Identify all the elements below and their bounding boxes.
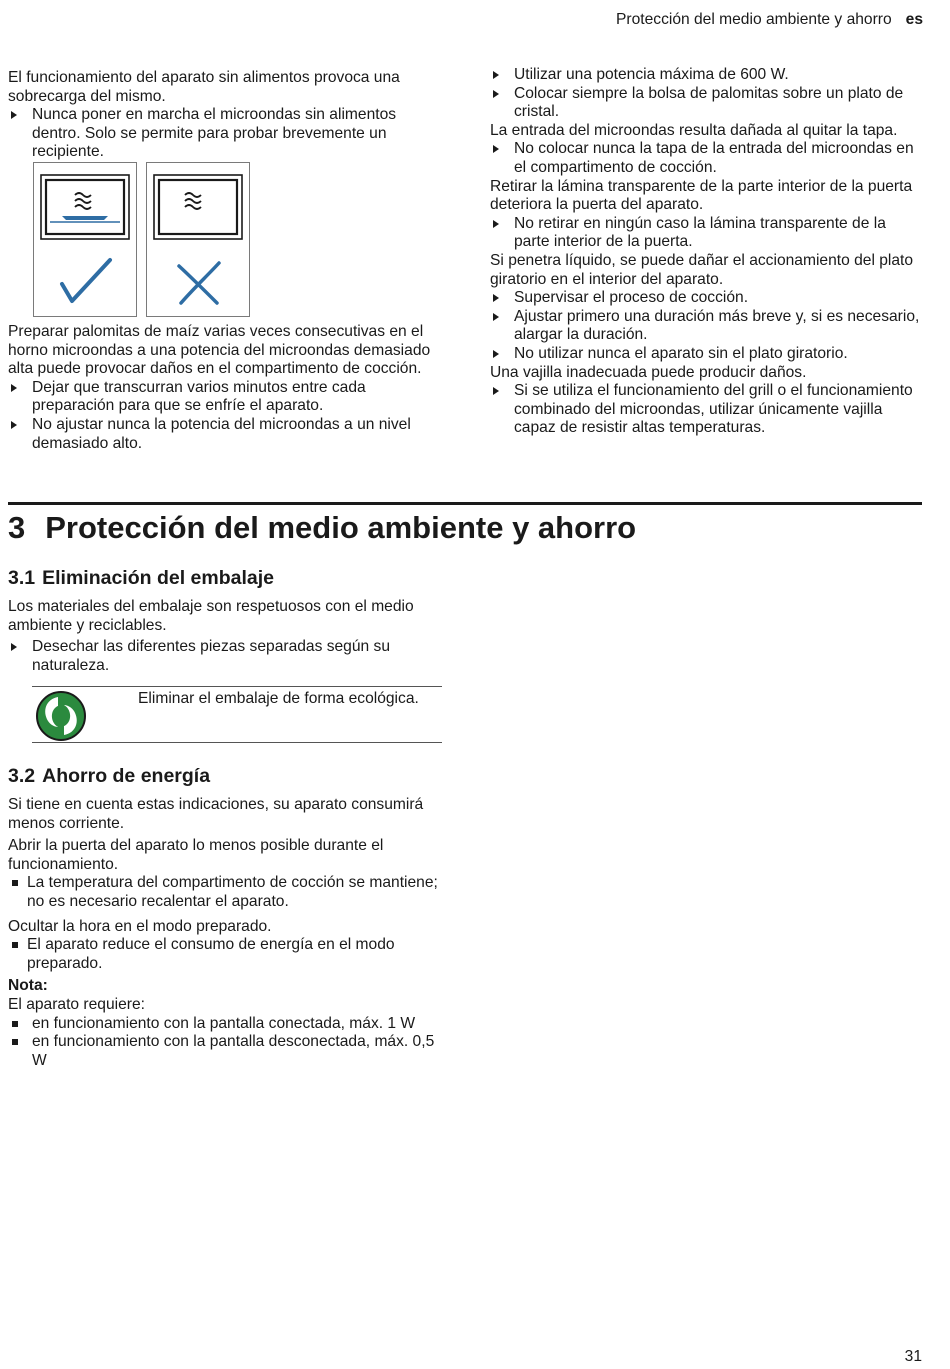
instruction-item: Utilizar una potencia máxima de 600 W. (490, 66, 920, 85)
header-title: Protección del medio ambiente y ahorro (616, 11, 892, 28)
subsection-3-1 (8, 567, 442, 675)
instruction-item: No retirar en ningún caso la lámina transparente de la parte interior de la puerta. (490, 215, 920, 252)
left-column-bottom (8, 323, 440, 453)
paragraph: Preparar palomitas de maíz varias veces consecutivas en el horno microondas a una potencia del microondas demasiado alta puede provocar daños en el compartimento de cocción. (8, 323, 431, 378)
correct-use-illustration (33, 162, 137, 317)
instruction-item: Dejar que transcurran varios minutos entre cada preparación para que se enfríe el aparato. (8, 379, 440, 416)
incorrect-use-illustration (146, 162, 250, 317)
subsection-heading (8, 765, 442, 787)
microwave-without-plate-icon (147, 163, 249, 316)
paragraph: Si penetra líquido, se puede dañar el accionamiento del plato giratorio en el interior del aparato. (490, 251, 914, 288)
paragraph: La entrada del microondas resulta dañada al quitar la tapa. (490, 121, 898, 139)
paragraph: Los materiales del embalaje son respetuosos con el medio ambiente y reciclables. (8, 598, 414, 634)
subsection-title: Eliminación del embalaje (42, 567, 275, 589)
instruction-item: Si se utiliza el funcionamiento del grill o el funcionamiento combinado del microondas, utilizar únicamente vajilla capaz de resistir altas temperaturas. (490, 382, 920, 438)
note-list-item: en funcionamiento con la pantalla desconectada, máx. 0,5 W (8, 1033, 442, 1070)
note-label: Nota: (8, 977, 48, 995)
section-heading (8, 510, 636, 546)
instruction-item: No utilizar nunca el aparato sin el plato giratorio. (490, 345, 920, 364)
running-header (616, 11, 923, 30)
section-number: 3 (8, 510, 26, 545)
subsection-number: 3.2 (8, 765, 36, 787)
instruction-item: Nunca poner en marcha el microondas sin alimentos dentro. Solo se permite para probar brevemente un recipiente. (8, 106, 440, 162)
note-text: El aparato requiere: (8, 995, 145, 1013)
instruction-item: Desechar las diferentes piezas separadas según su naturaleza. (8, 638, 442, 675)
paragraph: Si tiene en cuenta estas indicaciones, su aparato consumirá menos corriente. (8, 796, 424, 832)
instruction-item: Ajustar primero una duración más breve y, si es necesario, alargar la duración. (490, 308, 920, 345)
instruction-item: No ajustar nunca la potencia del microondas a un nivel demasiado alto. (8, 416, 440, 453)
recycling-note-text: Eliminar el embalaje de forma ecológica. (138, 690, 419, 707)
subsection-number: 3.1 (8, 567, 36, 589)
result-item: El aparato reduce el consumo de energía en el modo preparado. (8, 936, 442, 973)
section-title: Protección del medio ambiente y ahorro (45, 510, 637, 545)
instruction-item: No colocar nunca la tapa de la entrada del microondas en el compartimento de cocción. (490, 140, 920, 177)
instruction-item: Colocar siempre la bolsa de palomitas sobre un plato de cristal. (490, 85, 920, 122)
paragraph: Abrir la puerta del aparato lo menos posible durante el funcionamiento. (8, 837, 384, 873)
subsection-title: Ahorro de energía (42, 765, 211, 787)
instruction-item: Supervisar el proceso de cocción. (490, 289, 920, 308)
paragraph: Ocultar la hora en el modo preparado. (8, 917, 272, 935)
result-item: La temperatura del compartimento de cocción se mantiene; no es necesario recalentar el aparato. (8, 874, 442, 911)
header-language: es (905, 11, 923, 28)
section-divider (8, 502, 922, 505)
note-list-item: en funcionamiento con la pantalla conectada, máx. 1 W (8, 1015, 442, 1034)
green-dot-recycling-icon (34, 689, 88, 743)
subsection-3-2 (8, 765, 442, 1070)
right-column (490, 66, 920, 438)
subsection-heading (8, 567, 442, 589)
microwave-with-plate-icon (34, 163, 136, 316)
page-number: 31 (904, 1348, 922, 1365)
paragraph: El funcionamiento del aparato sin alimentos provoca una sobrecarga del mismo. (8, 69, 400, 105)
paragraph: Una vajilla inadecuada puede producir daños. (490, 363, 807, 381)
paragraph: Retirar la lámina transparente de la parte interior de la puerta deteriora la puerta del aparato. (490, 177, 913, 214)
left-column-top (8, 69, 440, 162)
recycling-note (32, 686, 442, 743)
